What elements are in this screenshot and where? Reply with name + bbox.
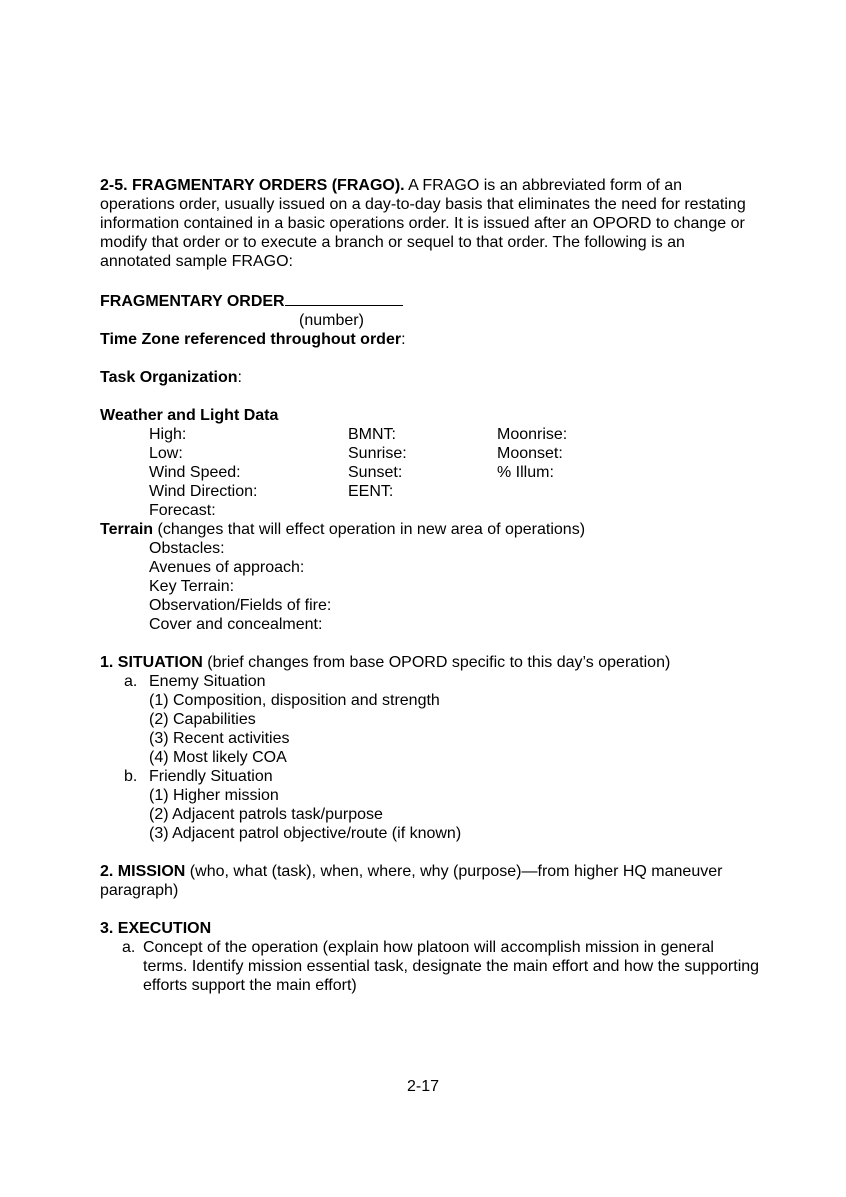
friendly-situation-item bbox=[100, 767, 760, 786]
time-zone-line bbox=[100, 330, 760, 349]
terrain-item: Obstacles: bbox=[149, 540, 225, 557]
frago-title-line bbox=[100, 290, 760, 311]
task-org-label: Task Organization bbox=[100, 369, 238, 386]
weather-cell: Wind Speed: bbox=[149, 464, 241, 481]
situation-note: (brief changes from base OPORD specific to this day’s operation) bbox=[202, 654, 671, 671]
weather-cell: High: bbox=[149, 426, 187, 443]
situation-heading-line bbox=[100, 653, 760, 672]
weather-cell: Low: bbox=[149, 445, 183, 462]
execution-heading: 3. EXECUTION bbox=[100, 920, 212, 937]
enemy-subitem: (3) Recent activities bbox=[149, 730, 290, 747]
enemy-situation-item bbox=[100, 672, 760, 691]
weather-cell: % Illum: bbox=[497, 464, 554, 481]
list-marker: b. bbox=[124, 768, 138, 785]
execution-heading-line bbox=[100, 919, 760, 938]
section-heading: 2-5. FRAGMENTARY ORDERS (FRAGO). bbox=[100, 177, 405, 194]
friendly-subitem: (1) Higher mission bbox=[149, 787, 279, 804]
weather-cell: Sunset: bbox=[348, 464, 403, 481]
weather-cell: BMNT: bbox=[348, 426, 396, 443]
order-number-blank bbox=[285, 290, 403, 306]
number-caption: (number) bbox=[299, 312, 364, 329]
friendly-situation-label: Friendly Situation bbox=[149, 768, 273, 785]
concept-of-operation-item bbox=[100, 938, 760, 995]
enemy-situation-label: Enemy Situation bbox=[149, 673, 266, 690]
weather-cell: Wind Direction: bbox=[149, 483, 258, 500]
weather-cell: Forecast: bbox=[149, 502, 216, 519]
frago-title: FRAGMENTARY ORDER bbox=[100, 293, 285, 310]
terrain-item: Avenues of approach: bbox=[149, 559, 305, 576]
terrain-item: Key Terrain: bbox=[149, 578, 235, 595]
time-zone-colon: : bbox=[401, 331, 406, 348]
terrain-item: Cover and concealment: bbox=[149, 616, 323, 633]
weather-cell: Moonset: bbox=[497, 445, 563, 462]
weather-cell bbox=[497, 482, 657, 501]
weather-row bbox=[100, 425, 760, 444]
friendly-subitem: (2) Adjacent patrols task/purpose bbox=[149, 806, 383, 823]
concept-of-operation-text: Concept of the operation (explain how platoon will accomplish mission in general terms. Identify mission essential task, designate the main effort and how the supporting efforts support the main effort) bbox=[143, 939, 760, 994]
weather-row bbox=[100, 463, 760, 482]
mission-note: (who, what (task), when, where, why (purpose)—from higher HQ maneuver paragraph) bbox=[100, 863, 723, 899]
weather-heading bbox=[100, 406, 760, 425]
task-org-line bbox=[100, 368, 760, 387]
weather-heading-text: Weather and Light Data bbox=[100, 407, 279, 424]
weather-table bbox=[100, 425, 760, 520]
list-marker: a. bbox=[122, 939, 136, 956]
terrain-note: (changes that will effect operation in new area of operations) bbox=[153, 521, 586, 538]
terrain-item: Observation/Fields of fire: bbox=[149, 597, 332, 614]
intro-text: A FRAGO is an abbreviated form of an operations order, usually issued on a day-to-day basis that eliminates the need for restating information contained in a basic operations order. It is issued after an OPORD to change or modify that order or to execute a branch or sequel to that order. The following is an annotated sample FRAGO: bbox=[100, 177, 746, 270]
page-content bbox=[100, 176, 760, 995]
intro-paragraph bbox=[100, 176, 760, 271]
mission-paragraph bbox=[100, 862, 760, 900]
list-marker: a. bbox=[124, 673, 138, 690]
task-org-colon: : bbox=[237, 369, 242, 386]
weather-row bbox=[100, 501, 760, 520]
weather-row bbox=[100, 444, 760, 463]
weather-cell: Moonrise: bbox=[497, 426, 568, 443]
friendly-subitem: (3) Adjacent patrol objective/route (if known) bbox=[149, 825, 462, 842]
enemy-subitem: (2) Capabilities bbox=[149, 711, 256, 728]
terrain-heading-line bbox=[100, 520, 760, 539]
situation-heading: 1. SITUATION bbox=[100, 654, 203, 671]
time-zone-label: Time Zone referenced throughout order bbox=[100, 331, 402, 348]
weather-cell bbox=[348, 501, 497, 520]
weather-cell bbox=[497, 501, 657, 520]
enemy-subitem: (4) Most likely COA bbox=[149, 749, 287, 766]
terrain-heading: Terrain bbox=[100, 521, 154, 538]
page-number: 2-17 bbox=[406, 1078, 440, 1095]
mission-heading: 2. MISSION bbox=[100, 863, 186, 880]
weather-cell: EENT: bbox=[348, 483, 394, 500]
weather-row bbox=[100, 482, 760, 501]
enemy-subitem: (1) Composition, disposition and strength bbox=[149, 692, 440, 709]
weather-cell: Sunrise: bbox=[348, 445, 407, 462]
